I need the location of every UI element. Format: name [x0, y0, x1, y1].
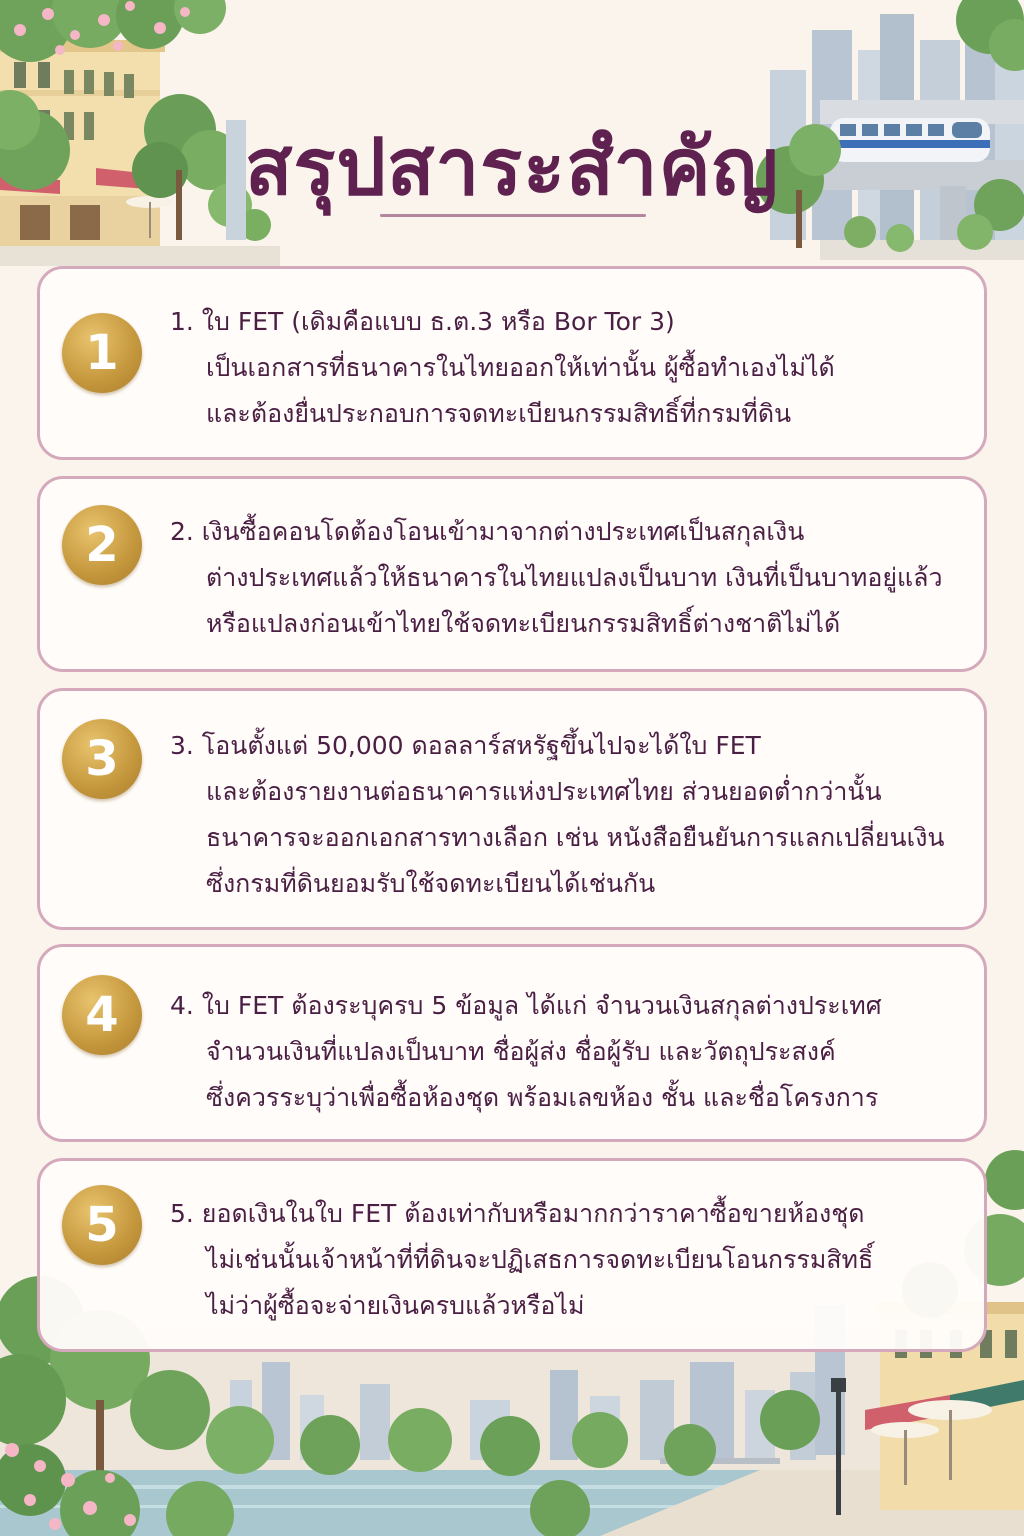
- card-5-line-1: 5. ยอดเงินในใบ FET ต้องเท่ากับหรือมากกว่าราคาซื้อขายห้องชุด: [170, 1199, 865, 1228]
- card-2-line-2: ต่างประเทศแล้วให้ธนาคารในไทยแปลงเป็นบาท เงินที่เป็นบาทอยู่แล้ว: [206, 563, 943, 592]
- card-3-line-2: และต้องรายงานต่อธนาคารแห่งประเทศไทย ส่วนยอดต่ำกว่านั้น: [206, 777, 882, 806]
- number-badge-4: 4: [62, 975, 142, 1055]
- card-1-line-1: 1. ใบ FET (เดิมคือแบบ ธ.ต.3 หรือ Bor Tor 3): [170, 307, 675, 336]
- summary-card-3: [37, 688, 987, 930]
- card-3-line-3: ธนาคารจะออกเอกสารทางเลือก เช่น หนังสือยืนยันการแลกเปลี่ยนเงิน: [206, 823, 945, 852]
- card-4-line-3: ซึ่งควรระบุว่าเพื่อซื้อห้องชุด พร้อมเลขห้อง ชั้น และชื่อโครงการ: [206, 1083, 879, 1112]
- page-title: สรุปสาระสำคัญ: [244, 123, 780, 213]
- card-3-line-4: ซึ่งกรมที่ดินยอมรับใช้จดทะเบียนได้เช่นกัน: [206, 869, 656, 898]
- card-4-line-2: จำนวนเงินที่แปลงเป็นบาท ชื่อผู้ส่ง ชื่อผู้รับ และวัตถุประสงค์: [206, 1037, 836, 1066]
- card-5-line-2: ไม่เช่นนั้นเจ้าหน้าที่ที่ดินจะปฏิเสธการจดทะเบียนโอนกรรมสิทธิ์: [206, 1245, 874, 1274]
- card-1-line-2: เป็นเอกสารที่ธนาคารในไทยออกให้เท่านั้น ผู้ซื้อทำเองไม่ได้: [206, 353, 835, 382]
- summary-card-2: [37, 476, 987, 672]
- card-1-line-3: และต้องยื่นประกอบการจดทะเบียนกรรมสิทธิ์ที่กรมที่ดิน: [206, 399, 792, 428]
- title-underline: [380, 214, 646, 217]
- summary-card-5: [37, 1158, 987, 1352]
- number-badge-1: 1: [62, 313, 142, 393]
- card-2-line-1: 2. เงินซื้อคอนโดต้องโอนเข้ามาจากต่างประเทศเป็นสกุลเงิน: [170, 517, 805, 546]
- card-2-line-3: หรือแปลงก่อนเข้าไทยใช้จดทะเบียนกรรมสิทธิ์ต่างชาติไม่ได้: [206, 609, 841, 638]
- summary-card-4: [37, 944, 987, 1142]
- summary-card-1: [37, 266, 987, 460]
- card-4-line-1: 4. ใบ FET ต้องระบุครบ 5 ข้อมูล ได้แก่ จำนวนเงินสกุลต่างประเทศ: [170, 991, 882, 1020]
- number-badge-5: 5: [62, 1185, 142, 1265]
- card-5-line-3: ไม่ว่าผู้ซื้อจะจ่ายเงินครบแล้วหรือไม่: [206, 1291, 585, 1320]
- number-badge-2: 2: [62, 505, 142, 585]
- card-3-line-1: 3. โอนตั้งแต่ 50,000 ดอลลาร์สหรัฐขึ้นไปจะได้ใบ FET: [170, 731, 761, 760]
- number-badge-3: 3: [62, 719, 142, 799]
